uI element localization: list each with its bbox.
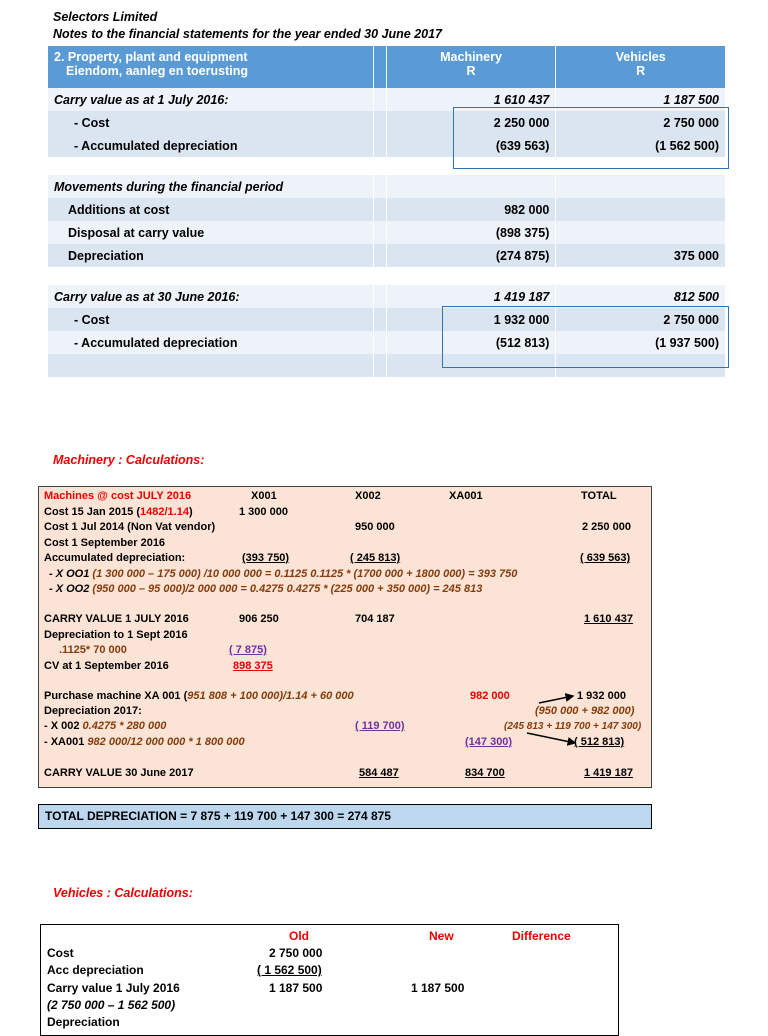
- veh-header-diff: Difference: [512, 929, 571, 943]
- company-name: Selectors Limited: [53, 10, 158, 24]
- xa001-dep-val: (147 300): [465, 736, 513, 748]
- xa001-dep-line: - XA001 982 000/12 000 000 * 1 800 000: [44, 736, 245, 748]
- purchase-xa001: 982 000: [470, 690, 510, 702]
- xa001-dep-total: ( 512 813): [574, 736, 625, 748]
- cv-x002: 704 187: [355, 613, 395, 625]
- dep-sept-val: ( 7 875): [229, 644, 267, 656]
- dep-sept-label: Depreciation to 1 Sept 2016: [44, 629, 188, 641]
- arrow-to-dep-total: [527, 733, 575, 743]
- dep-sept-calc: .1125* 70 000: [59, 644, 127, 656]
- accdep-total: ( 639 563): [580, 552, 631, 564]
- calc-header-x002: X002: [355, 490, 381, 502]
- veh-header-old: Old: [289, 929, 309, 943]
- cv-label: CARRY VALUE 1 JULY 2016: [44, 613, 189, 625]
- x002-dep-val: ( 119 700): [355, 720, 405, 732]
- purchase-total: 1 932 000: [577, 690, 626, 702]
- calc-header-x001: X001: [251, 490, 277, 502]
- table-row: Additions at cost 982 000: [48, 198, 726, 221]
- veh-cv-label: Carry value 1 July 2016: [47, 981, 180, 995]
- vehicles-calc-box: [40, 924, 619, 1036]
- x002-calc-line: - X OO2 (950 000 – 95 000)/2 000 000 = 0.4275 0.4275 * (225 000 + 350 000) = 245 813: [49, 583, 483, 595]
- cost3-label: Cost 1 September 2016: [44, 537, 166, 549]
- cost-row-label: Cost 15 Jan 2015 (1482/1.14): [44, 506, 193, 518]
- ppe-header-row: [48, 46, 726, 88]
- calc-header-xa001: XA001: [449, 490, 483, 502]
- table-row: Carry value as at 1 July 2016: 1 610 437 1 187 500: [48, 88, 726, 111]
- cv-sept-label: CV at 1 September 2016: [44, 660, 169, 672]
- cv2017-label: CARRY VALUE 30 June 2017: [44, 767, 194, 779]
- table-row: - Cost 1 932 000 2 750 000: [48, 308, 726, 331]
- veh-accdep-label: Acc depreciation: [47, 963, 144, 977]
- machinery-calc-title: Machinery : Calculations:: [53, 453, 205, 467]
- accdep-x002: ( 245 813): [350, 552, 401, 564]
- veh-header-new: New: [429, 929, 454, 943]
- cv2017-xa001: 834 700: [465, 767, 505, 779]
- accdep-x001: (393 750): [242, 552, 290, 564]
- table-row: Depreciation (274 875) 375 000: [48, 244, 726, 267]
- cv2017-total: 1 419 187: [584, 767, 633, 779]
- notes-subtitle: Notes to the financial statements for the year ended 30 June 2017: [53, 27, 443, 41]
- purchase-line: Purchase machine XA 001 (951 808 + 100 000)/1.14 + 60 000: [44, 690, 354, 702]
- veh-accdep-old: ( 1 562 500): [257, 963, 322, 977]
- total-depreciation-bar: TOTAL DEPRECIATION = 7 875 + 119 700 + 147 300 = 274 875: [38, 804, 652, 829]
- machinery-col-header: Machinery R: [386, 46, 556, 88]
- ppe-title: 2. Property, plant and equipment Eiendom, aanleg en toerusting: [48, 46, 373, 88]
- dep2017-label: Depreciation 2017:: [44, 705, 142, 717]
- cv-total: 1 610 437: [584, 613, 633, 625]
- dep2017-note: (950 000 + 982 000): [535, 705, 635, 717]
- cost2-x002: 950 000: [355, 521, 395, 533]
- cost-x001: 1 300 000: [239, 506, 288, 518]
- cv-sept-val: 898 375: [233, 660, 273, 672]
- table-row: - Cost 2 250 000 2 750 000: [48, 111, 726, 134]
- veh-cv-new: 1 187 500: [411, 981, 465, 995]
- table-row: Carry value as at 30 June 2016: 1 419 187 812 500: [48, 285, 726, 308]
- cost2-total: 2 250 000: [582, 521, 631, 533]
- x002-dep-line: - X 002 0.4275 * 280 000: [44, 720, 167, 732]
- veh-cv-old: 1 187 500: [269, 981, 323, 995]
- table-row: Movements during the financial period: [48, 175, 726, 198]
- veh-cost-old: 2 750 000: [269, 946, 323, 960]
- cost2-label: Cost 1 Jul 2014 (Non Vat vendor): [44, 521, 216, 533]
- table-row: Disposal at carry value (898 375): [48, 221, 726, 244]
- calc-arrows: [39, 487, 651, 787]
- table-row: - Accumulated depreciation (639 563) (1 562 500): [48, 134, 726, 157]
- table-row: - Accumulated depreciation (512 813) (1 937 500): [48, 331, 726, 354]
- veh-cv-calc: (2 750 000 – 1 562 500): [47, 998, 176, 1012]
- cv-x001: 906 250: [239, 613, 279, 625]
- veh-cost-label: Cost: [47, 946, 74, 960]
- accdep-label: Accumulated depreciation:: [44, 552, 186, 564]
- vehicles-col-header: Vehicles R: [556, 46, 726, 88]
- highlight-box-opening: [453, 107, 729, 169]
- vehicles-calc-title: Vehicles : Calculations:: [53, 886, 193, 900]
- calc-header-label: Machines @ cost JULY 2016: [44, 490, 192, 502]
- x001-calc-line: - X OO1 (1 300 000 – 175 000) /10 000 000 = 0.1125 0.1125 * (1700 000 + 1800 000) = 393 750: [49, 568, 518, 580]
- machinery-calc-box: [38, 486, 652, 788]
- cv2017-x002: 584 487: [359, 767, 399, 779]
- highlight-box-closing: [442, 306, 729, 368]
- calc-header-total: TOTAL: [581, 490, 617, 502]
- x002-dep-note: (245 813 + 119 700 + 147 300): [504, 721, 642, 732]
- veh-dep-label: Depreciation: [47, 1015, 120, 1029]
- arrow-to-cost-total: [539, 696, 573, 703]
